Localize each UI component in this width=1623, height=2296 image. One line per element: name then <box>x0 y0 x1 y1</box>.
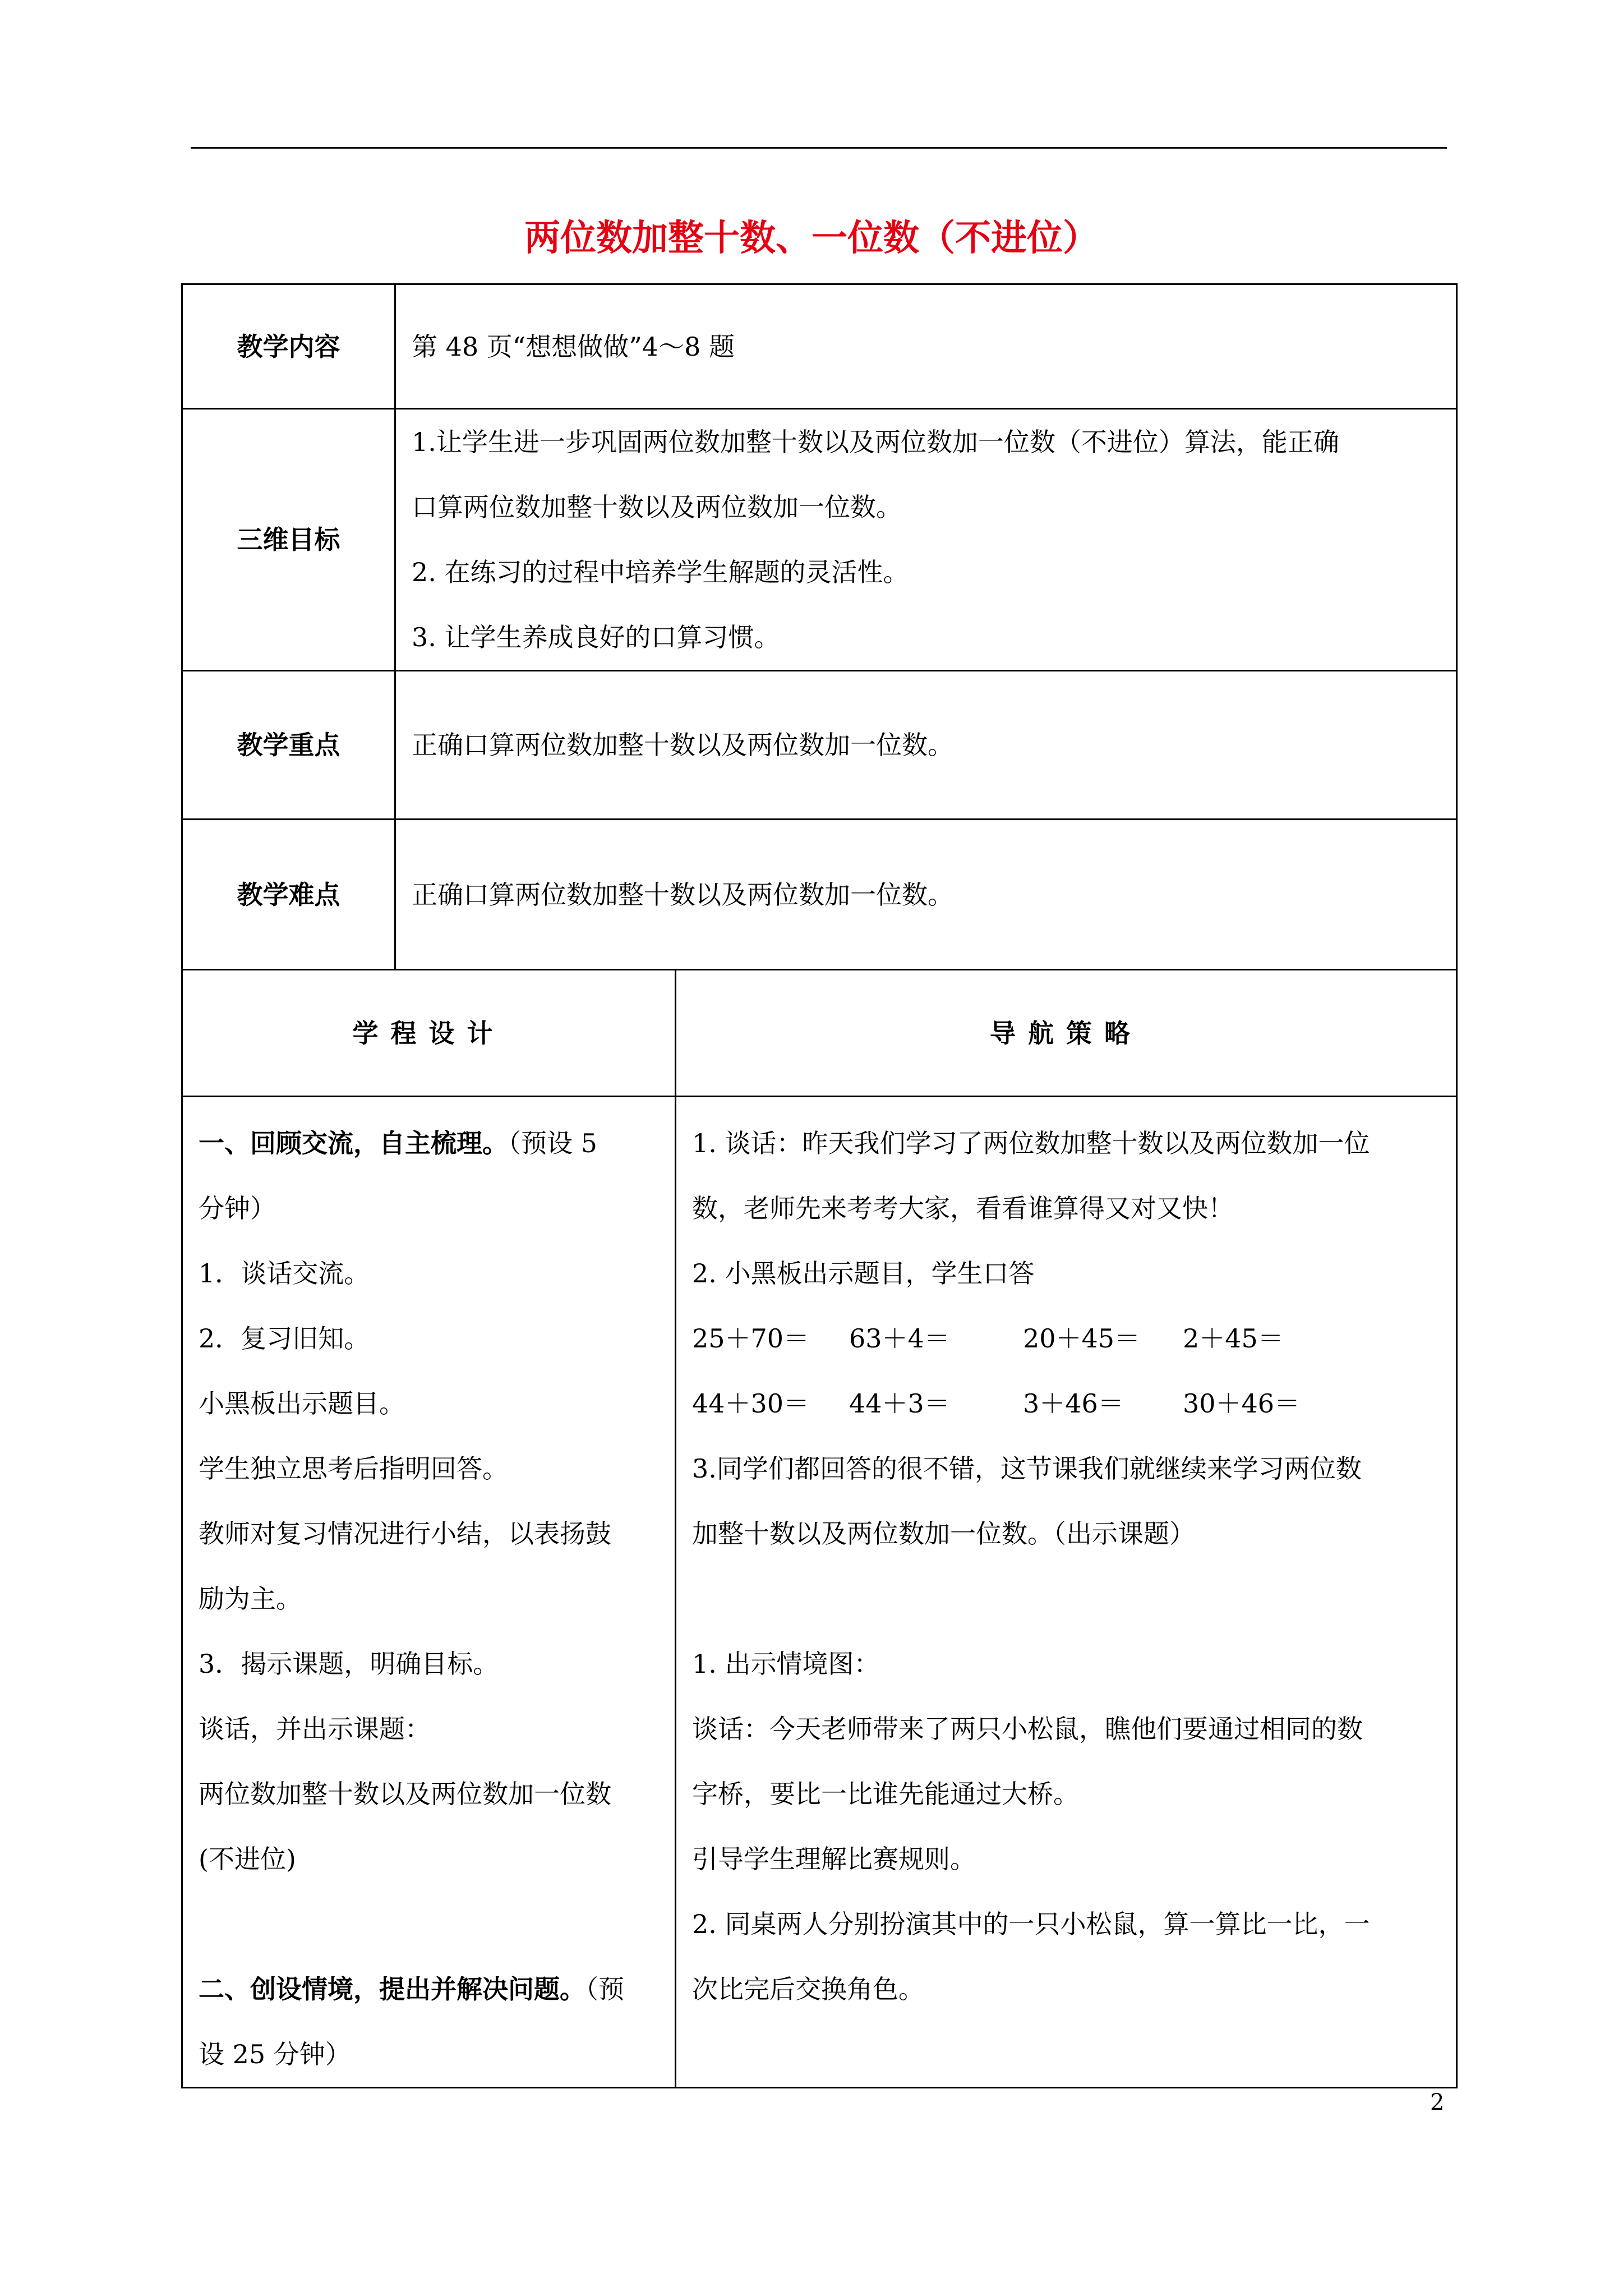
page-number: 2 <box>1430 2090 1445 2115</box>
blank-line <box>199 1892 659 1957</box>
left-line: 小黑板出示题目。 <box>199 1388 405 1419</box>
equation: 3＋46＝ <box>1023 1388 1124 1419</box>
page-title: 两位数加整十数、一位数（不进位） <box>524 217 1099 259</box>
goal-line: 3. 让学生养成良好的口算习惯。 <box>412 622 780 652</box>
section-one-heading <box>199 1111 659 1176</box>
left-line: 谈话，并出示课题： <box>199 1714 431 1744</box>
left-line: 励为主。 <box>199 1584 302 1614</box>
row-difficult <box>182 820 1457 970</box>
row-goals <box>182 409 1457 671</box>
header-rule <box>191 147 1447 149</box>
equation-row <box>692 1306 1440 1371</box>
section-two-title: 二、创设情境，提出并解决问题。 <box>199 1974 585 2004</box>
right-line: 次比完后交换角色。 <box>692 1974 924 2004</box>
row-content <box>182 284 1457 409</box>
right-line: 字桥，要比一比谁先能通过大桥。 <box>692 1779 1079 1809</box>
equation: 44＋30＝ <box>692 1388 810 1419</box>
section-one-time: （预设 5 <box>508 1128 597 1158</box>
goal-line: 1.让学生进一步巩固两位数加整十数以及两位数加一位数（不进位）算法，能正确 <box>412 427 1339 457</box>
right-line: 谈话：今天老师带来了两只小松鼠，瞧他们要通过相同的数 <box>692 1714 1363 1744</box>
label-key: 教学重点 <box>182 671 395 820</box>
value-key: 正确口算两位数加整十数以及两位数加一位数。 <box>395 671 1457 820</box>
left-line: 教师对复习情况进行小结，以表扬鼓 <box>199 1519 611 1549</box>
column-header-right: 导航策略 <box>676 970 1457 1097</box>
row-key <box>182 671 1457 820</box>
left-line: 1．谈话交流。 <box>199 1258 370 1289</box>
left-column-content <box>182 1097 676 2088</box>
equation: 63＋4＝ <box>849 1323 950 1354</box>
right-line: 数，老师先来考考大家，看看谁算得又对又快！ <box>692 1193 1234 1223</box>
value-content: 第 48 页“想想做做”4～8 题 <box>395 284 1457 409</box>
left-line: 2．复习旧知。 <box>199 1323 370 1354</box>
left-line: 分钟） <box>199 1193 276 1223</box>
equation: 25＋70＝ <box>692 1323 810 1354</box>
value-difficult: 正确口算两位数加整十数以及两位数加一位数。 <box>395 820 1457 970</box>
right-line: 1. 出示情境图： <box>692 1649 880 1679</box>
section-two-time: （预 <box>585 1974 624 2004</box>
label-goals: 三维目标 <box>182 409 395 671</box>
value-goals <box>395 409 1457 671</box>
row-column-headers <box>182 970 1457 1097</box>
equation: 2＋45＝ <box>1183 1323 1284 1354</box>
goal-line: 2. 在练习的过程中培养学生解题的灵活性。 <box>412 557 909 587</box>
left-line: 学生独立思考后指明回答。 <box>199 1453 508 1484</box>
right-line: 3.同学们都回答的很不错，这节课我们就继续来学习两位数 <box>692 1453 1362 1484</box>
left-line: 设 25 分钟） <box>199 2039 351 2069</box>
blank-line <box>692 1566 1440 1631</box>
right-line: 引导学生理解比赛规则。 <box>692 1844 976 1874</box>
equation-row <box>692 1371 1440 1436</box>
left-line: 3．揭示课题，明确目标。 <box>199 1649 499 1679</box>
lesson-plan-table <box>181 283 1458 2088</box>
left-line: 两位数加整十数以及两位数加一位数 <box>199 1779 611 1809</box>
right-line: 2. 小黑板出示题目，学生口答 <box>692 1258 1035 1289</box>
equation: 44＋3＝ <box>849 1388 950 1419</box>
equation: 20＋45＝ <box>1023 1323 1141 1354</box>
row-main <box>182 1097 1457 2088</box>
right-column-content <box>676 1097 1457 2088</box>
label-content: 教学内容 <box>182 284 395 409</box>
right-line: 1. 谈话：昨天我们学习了两位数加整十数以及两位数加一位 <box>692 1128 1370 1158</box>
section-two-heading <box>199 1957 659 2022</box>
section-one-title: 一、回顾交流，自主梳理。 <box>199 1128 508 1158</box>
equation: 30＋46＝ <box>1183 1388 1301 1419</box>
goal-line: 口算两位数加整十数以及两位数加一位数。 <box>412 492 902 522</box>
right-line: 2. 同桌两人分别扮演其中的一只小松鼠，算一算比一比，一 <box>692 1909 1370 1939</box>
label-difficult: 教学难点 <box>182 820 395 970</box>
right-line: 加整十数以及两位数加一位数。（出示课题） <box>692 1519 1195 1549</box>
column-header-left: 学程设计 <box>182 970 676 1097</box>
left-line: (不进位) <box>199 1844 296 1874</box>
